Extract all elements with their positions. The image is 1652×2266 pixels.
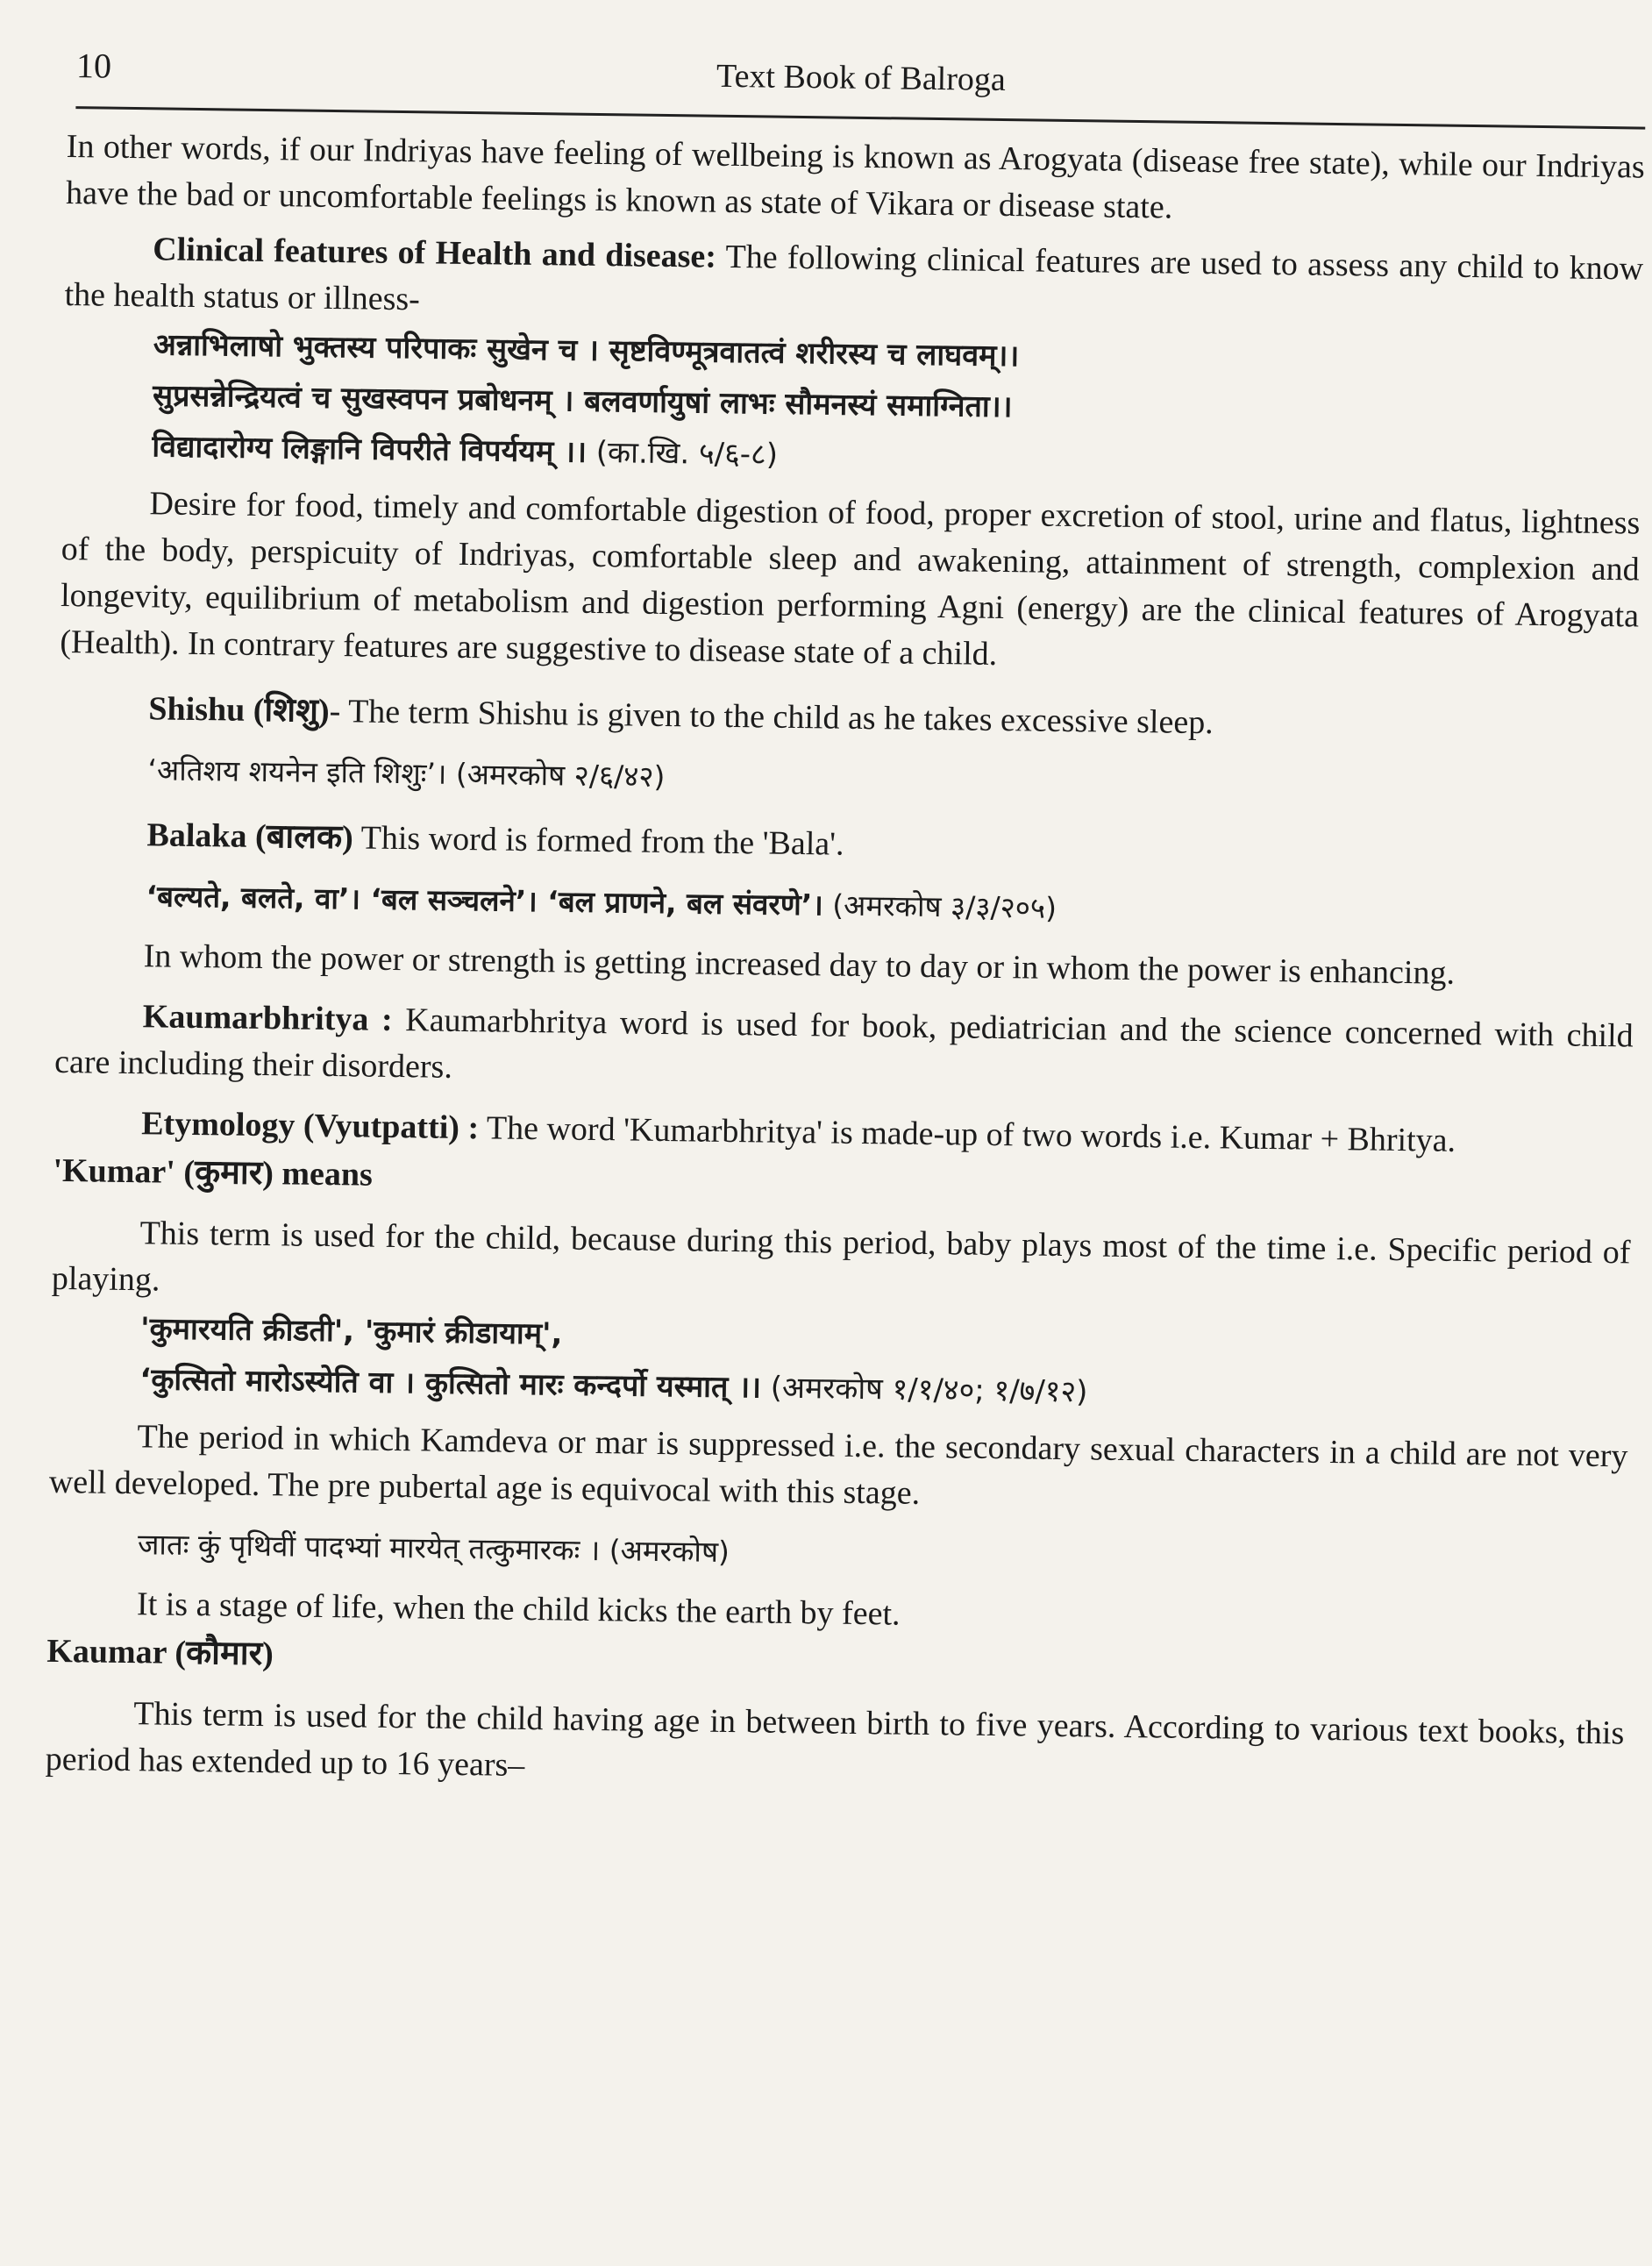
balaka-text: This word is formed from the 'Bala'. [352,819,844,863]
shishu-text: - The term Shishu is given to the child as he takes excessive sleep. [329,692,1214,742]
balaka-quote-line [56,872,1635,939]
balaka-heading: Balaka (बालक) [146,816,354,857]
page-header [75,45,1646,129]
verse-line-3: विद्यादारोग्य लिङ्गानि विपरीते विपर्ययम् ।। [152,429,587,470]
kumar-verse-reference: (अमरकोष १/१/४०; १/७/१२) [760,1370,1088,1410]
kaumar-paragraph: This term is used for the child having age in between birth to five years. According to various text books, this period has extended up to 16 years– [45,1695,1625,1785]
kumar-verse-1: 'कुमारयति क्रीडती', 'कुमारं क्रीडायाम्', [139,1311,563,1352]
balaka-reference: (अमरकोष ३/३/२०५) [822,887,1057,925]
kumar-paragraph-3: It is a stage of life, when the child kicks the earth by feet. [136,1585,901,1633]
health-features-paragraph: Desire for food, timely and comfortable digestion of food, proper excretion of stool, urine and flatus, lightness of the body, perspicuity of Indriyas, comfortable sleep and awakening, attainment of strength, complexion and longevity, equilibrium of metabolism and digestion performing Agni (energy) are the clinical features of Arogyata (Health). In contrary features are suggestive to disease state of a child. [60,485,1641,673]
page-body [45,124,1645,1803]
verse-reference: (का.खि. ५/६-८) [586,434,779,473]
etymology-text: The word 'Kumarbhritya' is made-up of two words i.e. Kumar + Bhritya. [478,1109,1456,1159]
balaka-quote: ‘बल्यते, बलते, वा’। ‘बल सञ्चलने’। ‘बल प्राणने, बल संवरणे’। [146,879,824,923]
kumar-verse-3: जातः कुं पृथिवीं पादभ्यां मारयेत् तत्कुमारकः । (अमरकोष) [137,1527,730,1570]
kaumarbhritya-paragraph [54,993,1634,1107]
page-number: 10 [75,46,112,86]
kumar-verse-2: ‘कुत्सितो मारोऽस्येति वा । कुत्सितो मारः कन्दर्पो यस्मात् ।। [139,1362,762,1406]
kaumar-heading: Kaumar (कौमार) [46,1632,274,1673]
running-title: Text Book of Balroga [716,57,1007,99]
balaka-definition [57,811,1636,879]
shishu-quote: ‘अतिशय शयनेन इति शिशुः’। (अमरकोष २/६/४२) [147,752,666,795]
sanskrit-verse-block [62,318,1642,492]
kaumarbhritya-heading: Kaumarbhritya : [142,998,393,1038]
clinical-features-text: The following clinical features are used to assess any child to know the health status or illness- [64,238,1644,318]
intro-paragraph: In other words, if our Indriyas have feeling of wellbeing is known as Arogyata (disease free state), while our Indriyas have the bad or uncomfortable feelings is known as state of Vikara or disease state. [65,128,1645,226]
kumar-verse-block [50,1302,1629,1425]
clinical-features-heading: Clinical features of Health and disease: [153,231,717,275]
shishu-heading: Shishu (शिशु) [148,690,330,730]
etymology-heading: Etymology (Vyutpatti) : [140,1105,480,1147]
shishu-definition [59,685,1638,752]
kumar-heading: 'Kumar' (कुमार) means [53,1151,374,1194]
balaka-paragraph: In whom the power or strength is getting increased day to day or in whom the power is enhancing. [143,937,1456,992]
verse-line-1: अन्नाभिलाषो भुक्तस्य परिपाकः सुखेन च । सृष्टविण्मूत्रवातत्वं शरीरस्य च लाघवम्।। [153,327,1020,374]
kumar-paragraph-2: The period in which Kamdeva or mar is suppressed i.e. the secondary sexual characters in a child are not very well developed. The pre pubertal age is equivocal with this stage. [48,1418,1628,1512]
kaumarbhritya-text: Kaumarbhritya word is used for book, pediatrician and the science concerned with child care including their disorders. [53,1001,1634,1086]
kumar-paragraph: This term is used for the child, because during this period, baby plays most of the time i.e. Specific period of playing. [51,1215,1631,1299]
verse-line-2: सुप्रसन्नेन्द्रियत्वं च सुखस्वपन प्रबोधनम् । बलवर्णायुषां लाभः सौमनस्यं समाग्निता।। [152,378,1013,425]
